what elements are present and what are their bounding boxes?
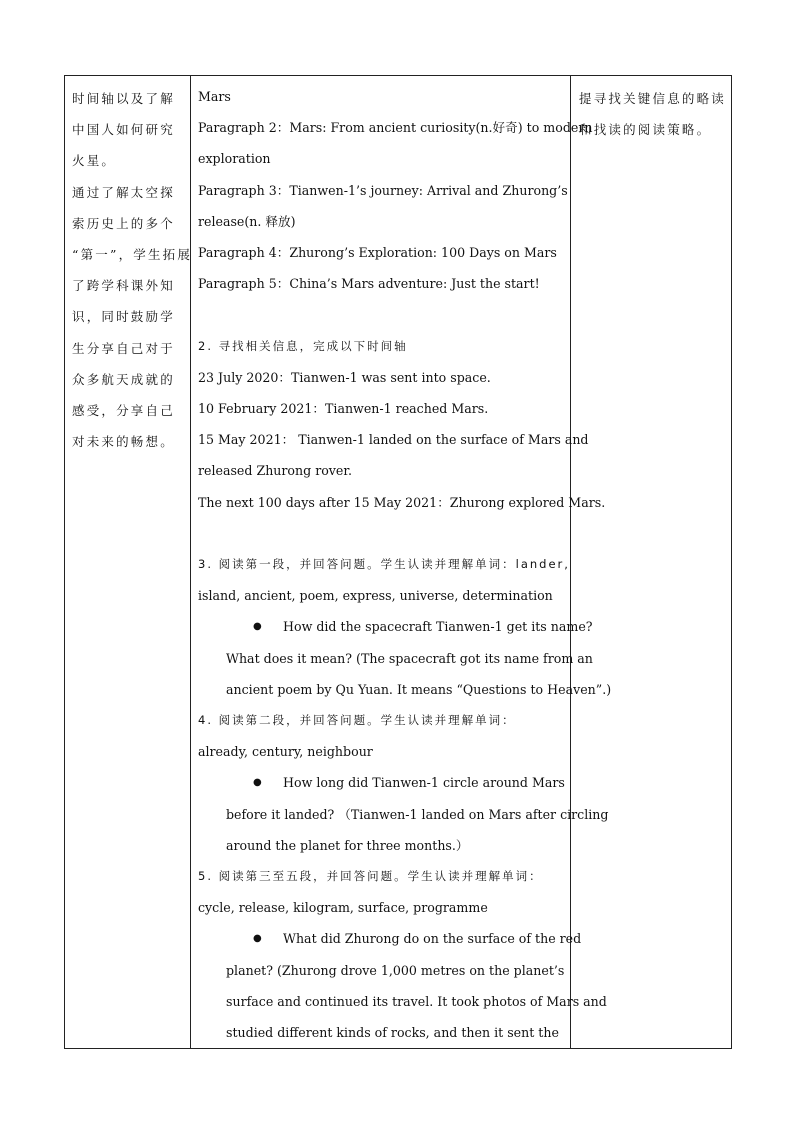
paragraph-title-line: Paragraph 3：Tianwen-1’s journey: Arrival and Zhurong’s [198,182,568,198]
objective-line: 火星。 [72,153,117,169]
question-2 [198,767,563,798]
task-2-title: 2. 寻找相关信息，完成以下时间轴 [198,338,408,353]
table-row [65,76,732,1049]
bullet-icon: ● [253,621,262,633]
lesson-plan-table [64,75,732,1049]
objective-line: “第一”，学生拓展 [72,247,193,263]
objective-line: 感受，分享自己 [72,403,175,419]
bullet-icon: ● [253,933,262,945]
objective-line: 生分享自己对于 [72,340,175,356]
question-text: around the planet for three months.） [226,837,469,853]
question-text: How did the spacecraft Tianwen-1 get its name? [283,619,593,635]
task-4-title: 4. 阅读第二段，并回答问题。学生认读并理解单词： [198,713,516,728]
question-text: surface and continued its travel. It took photos of Mars and [226,993,607,1009]
question-text: ancient poem by Qu Yuan. It means “Questions to Heaven”.) [226,681,612,697]
paragraph-title-line: Paragraph 2：Mars: From ancient curiosity(n.好奇) to modern [198,120,593,136]
timeline-line: The next 100 days after 15 May 2021：Zhurong explored Mars. [198,494,606,510]
bullet-icon: ● [253,777,262,789]
paragraph-title-line: Mars [198,89,231,104]
timeline-line: released Zhurong rover. [198,463,353,479]
objectives-cell [65,76,191,1049]
question-text: How long did Tianwen-1 circle around Mars [283,775,565,791]
activities-cell [191,76,612,1049]
task-5-words: cycle, release, kilogram, surface, programme [198,900,488,916]
objective-line: 时间轴以及了解 [72,91,175,106]
question-1 [198,611,593,642]
objective-line: 中国人如何研究 [72,122,175,138]
question-text: before it landed? （Tianwen-1 landed on Mars after circling [226,806,609,822]
paragraph-title-line: Paragraph 5：China’s Mars adventure: Just the start! [198,276,540,292]
objective-line: 通过了解太空探 [72,184,175,200]
question-3 [198,923,582,954]
spacer [198,518,563,549]
paragraph-title-line: exploration [198,151,271,167]
task-5-title: 5. 阅读第三至五段，并回答问题。学生认读并理解单词： [198,869,543,884]
objective-line: 对未来的畅想。 [72,434,175,450]
paragraph-title-line: Paragraph 4：Zhurong’s Exploration: 100 Days on Mars [198,245,557,261]
task-4-words: already, century, neighbour [198,744,373,760]
objective-line: 众多航天成就的 [72,371,175,387]
objective-line: 了跨学科课外知 [72,278,175,294]
objective-line: 识，同时鼓励学 [72,309,175,325]
question-text: What does it mean? (The spacecraft got its name from an [226,650,593,666]
task-3-words: island, ancient, poem, express, universe, determination [198,588,553,604]
strategy-line: 和找读的阅读策略。 [579,122,712,138]
strategy-line: 提寻找关键信息的略读 [579,91,727,106]
strategy-cell [571,76,732,1049]
question-text: What did Zhurong do on the surface of the red [283,931,582,947]
timeline-line: 23 July 2020：Tianwen-1 was sent into space. [198,369,491,385]
task-3-title: 3. 阅读第一段，并回答问题。学生认读并理解单词：lander, [198,557,570,572]
timeline-line: 10 February 2021：Tianwen-1 reached Mars. [198,401,489,417]
timeline-line: 15 May 2021： Tianwen-1 landed on the surface of Mars and [198,432,589,448]
question-text: studied different kinds of rocks, and then it sent the [226,1025,559,1041]
paragraph-title-line: release(n. 释放) [198,213,296,229]
spacer [198,299,563,330]
question-text: planet? (Zhurong drove 1,000 metres on the planet’s [226,962,565,978]
objective-line: 索历史上的多个 [72,215,175,231]
